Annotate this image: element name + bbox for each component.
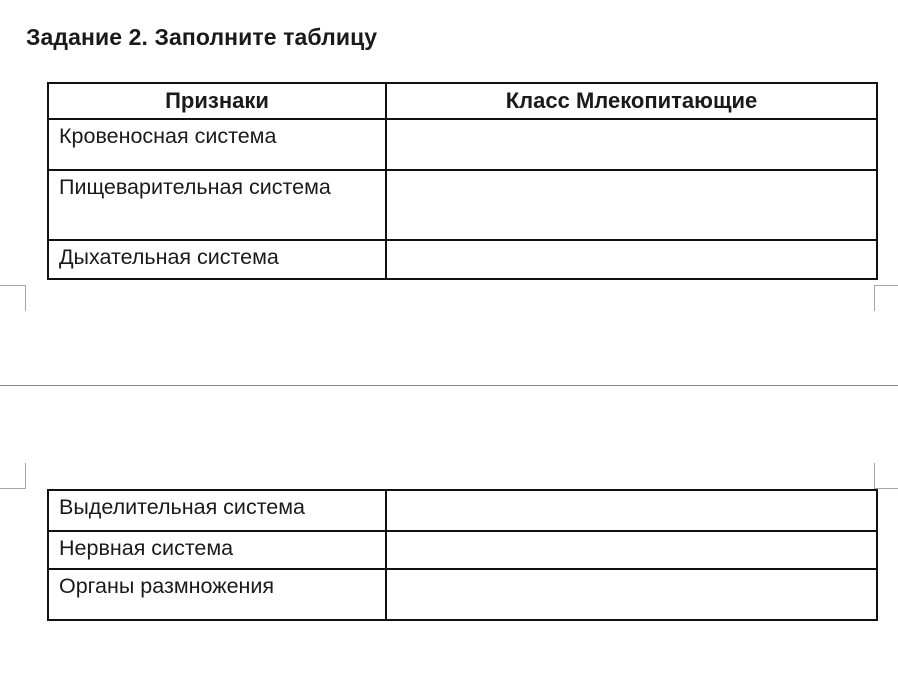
header-features: Признаки [48, 83, 386, 119]
table-row [48, 170, 877, 240]
header-mammals-class: Класс Млекопитающие [386, 83, 877, 119]
row-answer-cell[interactable] [386, 170, 877, 240]
table-header-row [48, 83, 877, 119]
row-feature-label: Пищеварительная система [48, 170, 386, 240]
row-feature-label: Нервная система [48, 531, 386, 569]
row-answer-cell[interactable] [386, 569, 877, 620]
page-break-divider [0, 385, 898, 386]
features-table-part-1 [47, 82, 878, 280]
row-feature-label: Кровеносная система [48, 119, 386, 170]
table-row [48, 119, 877, 170]
row-answer-cell[interactable] [386, 531, 877, 569]
page-corner-mark [874, 285, 898, 311]
row-feature-label: Дыхательная система [48, 240, 386, 279]
page-corner-mark [0, 463, 26, 489]
features-table-part-2 [47, 489, 878, 621]
page-corner-mark [0, 285, 26, 311]
row-answer-cell[interactable] [386, 119, 877, 170]
row-feature-label: Выделительная система [48, 490, 386, 531]
row-feature-label: Органы размножения [48, 569, 386, 620]
table-row [48, 569, 877, 620]
page-corner-mark [874, 463, 898, 489]
page-title: Задание 2. Заполните таблицу [26, 24, 378, 50]
table-row [48, 490, 877, 531]
table-row [48, 531, 877, 569]
row-answer-cell[interactable] [386, 240, 877, 279]
table-row [48, 240, 877, 279]
row-answer-cell[interactable] [386, 490, 877, 531]
